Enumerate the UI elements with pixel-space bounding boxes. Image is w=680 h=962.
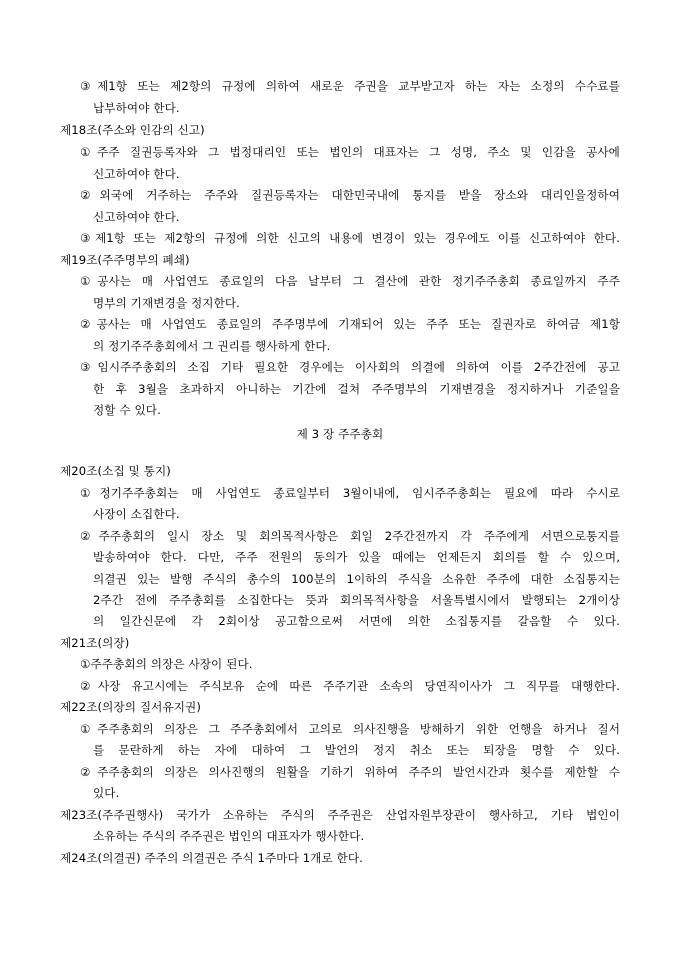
clause-continuation: 의결권 있는 발행 주식의 총수의 100분의 1이하의 주식을 소유한 주주에 대한 소집통지는 <box>93 572 620 586</box>
article-line: 제22조(의장의 질서유지권) <box>60 700 201 714</box>
clause-continuation: 의 일간신문에 각 2회이상 공고함으로써 서면에 의한 소집통지를 갈음할 수 있다. <box>93 614 620 628</box>
clause-item: ①주주 질권등록자와 그 법정대리인 또는 법인의 대표자는 그 성명, 주소 및 인감을 공사에 <box>80 145 620 159</box>
clause-continuation: 명부의 기재변경을 정지한다. <box>93 296 240 310</box>
clause-item: ①공사는 매 사업연도 종료일의 다음 날부터 그 결산에 관한 정기주주총회 종료일까지 주주 <box>80 274 620 288</box>
clause-item: ①주주총회의 의장은 사장이 된다. <box>80 657 253 671</box>
clause-continuation: 사장이 소집한다. <box>93 507 180 521</box>
clause-item: ②주주총회의 의장은 의사진행의 원활을 기하기 위하여 주주의 발언시간과 횟수를 제한할 수 <box>80 765 620 779</box>
clause-item: ②주주총회의 일시 장소 및 회의목적사항은 회일 2주간전까지 각 주주에게 서면으로통지를 <box>80 529 620 543</box>
article-line: 제23조(주주권행사) 국가가 소유하는 주식의 주주권은 산업자원부장관이 행사하고, 기타 법인이 <box>60 808 620 822</box>
chapter-heading: 제 3 장 주주총회 <box>296 427 384 441</box>
clause-continuation: 있다. <box>93 786 120 800</box>
clause-item: ①주주총회의 의장은 그 주주총회에서 고의로 의사진행을 방해하기 위한 언행을 하거나 질서 <box>80 722 620 736</box>
clause-item: ①정기주주총회는 매 사업연도 종료일부터 3월이내에, 임시주주총회는 필요에 따라 수시로 <box>80 486 620 500</box>
article-line: 제18조(주소와 인감의 신고) <box>60 123 205 137</box>
clause-continuation: 정할 수 있다. <box>93 403 161 417</box>
clause-continuation: 발송하여야 한다. 다만, 주주 전원의 동의가 있을 때에는 언제든지 회의를 할 수 있으며, <box>93 550 620 564</box>
clause-item: ③제1항 또는 제2항의 규정에 의하여 새로운 주권을 교부받고자 하는 자는 소정의 수수료를 <box>80 79 620 93</box>
clause-continuation: 2주간 전에 주주총회를 소집한다는 뜻과 회의목적사항을 서울특별시에서 발행되는 2개이상 <box>93 593 620 607</box>
clause-item: ②사장 유고시에는 주식보유 순에 따른 주주기관 소속의 당연직이사가 그 직무를 대행한다. <box>80 679 620 693</box>
article-line: 제20조(소집 및 통지) <box>60 464 171 478</box>
article-line: 제24조(의결권) 주주의 의결권은 주식 1주마다 1개로 한다. <box>60 851 363 865</box>
clause-continuation: 한 후 3월을 초과하지 아니하는 기간에 걸쳐 주주명부의 기재변경을 정지하거나 기준일을 <box>93 382 620 396</box>
clause-continuation: 신고하여야 한다. <box>93 167 180 181</box>
clause-continuation: 소유하는 주식의 주주권은 법인의 대표자가 행사한다. <box>93 829 365 843</box>
clause-item: ③제1항 또는 제2항의 규정에 의한 신고의 내용에 변경이 있는 경우에도 이를 신고하여야 한다. <box>80 231 620 245</box>
clause-continuation: 납부하여야 한다. <box>93 101 180 115</box>
clause-item: ③임시주주총회의 소집 기타 필요한 경우에는 이사회의 의결에 의하여 이를 2주간전에 공고 <box>80 360 620 374</box>
article-line: 제21조(의장) <box>60 636 130 650</box>
article-line: 제19조(주주명부의 폐쇄) <box>60 253 190 267</box>
clause-continuation: 를 문란하게 하는 자에 대하여 그 발언의 정지 취소 또는 퇴장을 명할 수 있다. <box>93 743 620 757</box>
clause-continuation: 신고하여야 한다. <box>93 210 180 224</box>
clause-continuation: 의 정기주주총회에서 그 권리를 행사하게 한다. <box>93 339 331 353</box>
clause-item: ②공사는 매 사업연도 종료일의 주주명부에 기재되어 있는 주주 또는 질권자로 하여금 제1항 <box>80 317 620 331</box>
clause-item: ②외국에 거주하는 주주와 질권등록자는 대한민국내에 통지를 받을 장소와 대리인을정하여 <box>80 188 620 202</box>
